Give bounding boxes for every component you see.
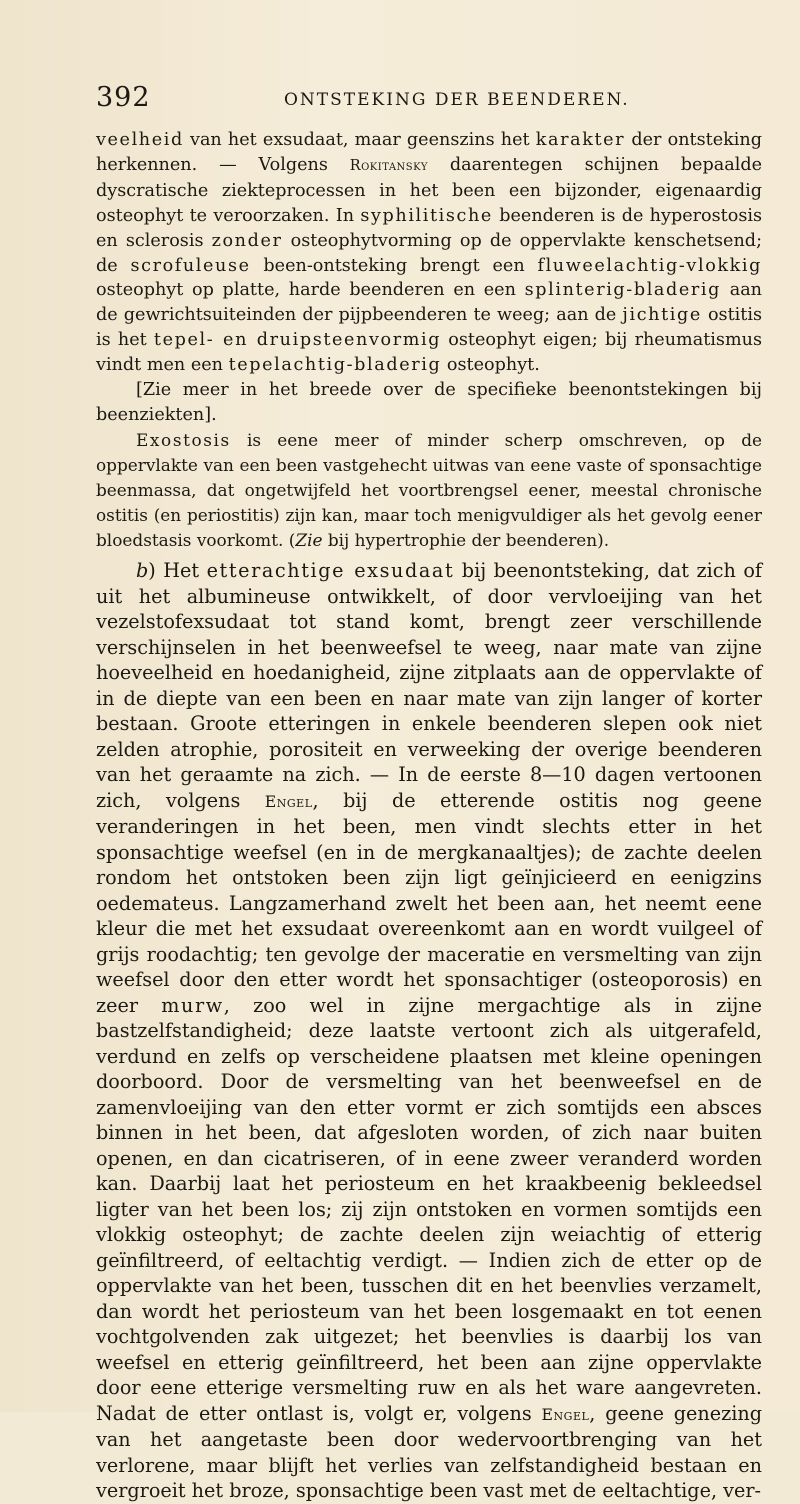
spaced-term: fluweelachtig-vlokkig	[537, 255, 762, 276]
text-run: osteophyt.	[446, 355, 540, 376]
page-number: 392	[96, 82, 151, 113]
text-run: van het exsudaat, maar geenszins het	[190, 130, 530, 150]
text-run: osteophyt eigen; bij rheumatismus vindt men een	[96, 330, 762, 376]
spaced-term: zonder	[211, 230, 283, 251]
text-run: aan de gewrichtsuiteinden der pijpbeenderen te weeg; aan de	[96, 280, 763, 326]
spaced-term: tepelachtig-bladerig	[228, 355, 442, 376]
spaced-term: karakter	[535, 130, 626, 150]
running-title: ONTSTEKING DER BEENDEREN.	[284, 90, 630, 110]
text-run: bij hypertrophie der beenderen).	[327, 529, 610, 550]
text-run: been-ontsteking brengt een	[263, 255, 525, 276]
text-run: ) Het	[148, 559, 200, 583]
spaced-term: veelheid	[96, 130, 184, 150]
author-name: Engel	[264, 791, 313, 811]
spaced-term: Exostosis	[136, 429, 231, 450]
paragraph-see-also: [Zie meer in het breede over de specifieke beenontstekingen bij beenziekten].	[96, 380, 762, 425]
spaced-term: scrofuleuse	[130, 255, 251, 276]
author-name: Rokitansky	[349, 157, 428, 174]
text-run: is eene meer of minder scherp omschreven, op de oppervlakte van een been vastgehecht uitwas van eene vaste of sponsachtige beenmassa, dat ongetwijfeld het voortbrengsel eener, meestal chronische ostitis (en periostitis) zijn kan, maar toch menigvuldiger als het gevolg eener bloedstasis voorkomt. (	[96, 429, 763, 550]
text-run: , bij de etterende ostitis nog geene veranderingen in het been, men vindt slechts etter in het sponsachtige weefsel (en in de mergkanaaltjes); de zachte deelen rondom het ontstoken been zijn ligt geïnjicieerd en eenigzins oedemateus. Langzamerhand zwelt het been aan, het neemt eene kleur die met het exsudaat overeenkomt aan en wordt vuilgeel of grijs roodachtig; ten gevolge der maceratie en versmelting van zijn weefsel door den etter wordt het sponsachtiger (osteoporosis) en zeer	[96, 788, 762, 1017]
paragraph-exostosis	[96, 428, 762, 553]
text-run: daarentegen schijnen bepaalde dyscratische ziekteprocessen in het been een bijzonder, eigenaardig osteophyt te veroorzaken. In	[96, 154, 763, 226]
paragraph-purulent-exudate	[96, 558, 762, 1504]
spaced-term: jichtige	[622, 305, 702, 326]
section-letter: b	[136, 559, 149, 583]
text-run: , geene genezing van het aangetaste been door wedervoortbrenging van het verlorene, maar blijft het verlies van zelfstandigheid bestaan en vergroeit het broze, sponsachtige been vast met de eeltachtige, ver-	[96, 1401, 762, 1503]
page-body	[96, 128, 762, 1504]
text-run: ostitis is het	[96, 305, 763, 351]
text-run: , zoo wel in zijne mergachtige als in zijne bastzelfstandigheid; deze laatste vertoont zich als uitgerafeld, verdund en zelfs op verscheidene plaatsen met kleine openingen doorboord. Door de versmelting van het beenweefsel en de zamenvloeijing van den etter vormt er zich somtijds een absces binnen in het been, dat afgesloten worden, of zich naar buiten openen, en dan cicatriseren, of in eene zweer veranderd worden kan. Daarbij laat het periosteum en het kraakbeenig bekleedsel ligter van het been los; zij zijn ontstoken en vormen somtijds een vlokkig osteophyt; de zachte deelen zijn weiachtig of etterig geïnfiltreerd, of eeltachtig verdigt. — Indien zich de etter op de oppervlakte van het been, tusschen dit en het beenvlies verzamelt, dan wordt het periosteum van het been losgemaakt en tot eenen vochtgolvenden zak uitgezet; het beenvlies is daarbij los van weefsel en etterig geïnfiltreerd, het been aan zijne oppervlakte door eene etterige versmelting ruw en als het ware aangevreten. Nadat de etter ontlast is, volgt er, volgens	[96, 993, 762, 1425]
author-name: Engel	[541, 1404, 590, 1424]
spaced-term: syphilitische	[360, 205, 493, 226]
spaced-term: etterachtige exsudaat	[206, 559, 455, 583]
paragraph-syphilitic-osteophyt	[96, 128, 762, 378]
page-header	[96, 82, 760, 118]
spaced-term: murw	[161, 993, 224, 1017]
text-run: osteophytvorming op de oppervlakte kenschetsend; de	[96, 230, 762, 276]
text-run: osteophyt op platte, harde beenderen en een	[96, 280, 516, 301]
text-run: der ontsteking herkennen. — Volgens	[96, 130, 762, 175]
text-run: bij beenontsteking, dat zich of uit het albumineuse ontwikkelt, of door vervloeijing van het vezelstofexsudaat tot stand komt, brengt zeer verschillende verschijnselen in het beenweefsel te weeg, naar mate van zijne hoeveelheid en hoedanigheid, zijne zitplaats aan de oppervlakte of in de diepte van een been en naar mate van zijn langer of korter bestaan. Groote etteringen in enkele beenderen slepen ook niet zelden atrophie, porositeit en verweeking der overige beenderen van het geraamte na zich. — In de eerste 8—10 dagen vertoonen zich, volgens	[96, 559, 762, 812]
spaced-term: tepel- en druipsteenvormig	[153, 330, 442, 351]
text-run: beenderen is de hyperostosis en sclerosis	[96, 205, 763, 251]
italic-text: Zie	[295, 529, 323, 550]
spaced-term: splinterig-bladerig	[524, 280, 721, 301]
